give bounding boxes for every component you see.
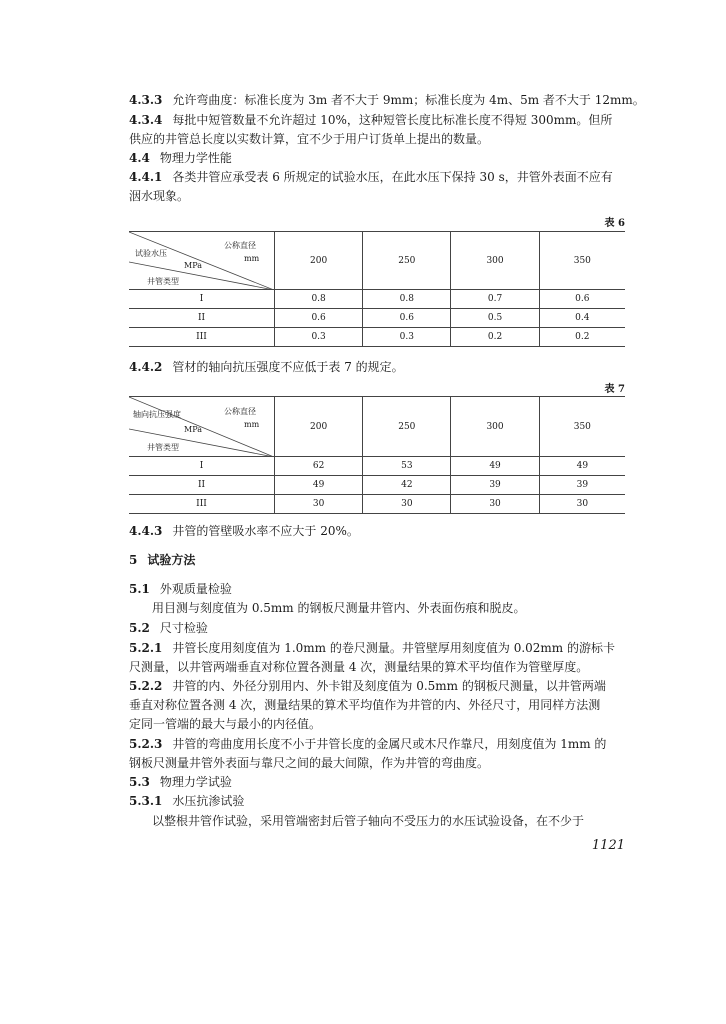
- table-cell: 0.6: [275, 309, 363, 328]
- table-cell: 62: [275, 457, 363, 476]
- para-5-2-3: [129, 735, 606, 753]
- clause-number: 5.3.1: [129, 794, 163, 808]
- table-cell: 0.3: [275, 328, 363, 347]
- corner-top-unit: mm: [244, 420, 260, 429]
- table-cell: 0.5: [451, 309, 539, 328]
- para-5-2-2-cont: 垂直对称位置各测 4 次，测量结果的算术平均值作为井管的内、外径尺寸，用同样方法测: [129, 698, 601, 712]
- para-5-2-1-cont: 尺测量，以井管两端垂直对称位置各测量 4 次，测量结果的算术平均值作为管壁厚度。: [129, 660, 589, 674]
- table-cell: 0.3: [363, 328, 451, 347]
- table-corner-cell: [129, 232, 275, 290]
- table-row: [129, 457, 625, 476]
- column-header: 350: [539, 397, 625, 457]
- table-corner-cell: [129, 397, 275, 457]
- row-type: I: [129, 457, 275, 476]
- table-cell: 49: [275, 476, 363, 495]
- column-header: 200: [275, 397, 363, 457]
- table-row: [129, 476, 625, 495]
- corner-mid-label: 试验水压: [135, 249, 167, 258]
- table-cell: 0.8: [275, 290, 363, 309]
- column-header: 350: [539, 232, 625, 290]
- table-cell: 39: [451, 476, 539, 495]
- para-4-4-1: [129, 168, 613, 186]
- row-type: II: [129, 476, 275, 495]
- clause-number: 4.3.3: [129, 93, 163, 107]
- clause-text: 井管的管壁吸水率不应大于 20%。: [172, 524, 359, 538]
- table-cell: 0.2: [539, 328, 625, 347]
- table-cell: 0.7: [451, 290, 539, 309]
- column-header: 250: [363, 397, 451, 457]
- corner-mid-unit: MPa: [184, 425, 202, 434]
- table-header-row: [129, 397, 625, 457]
- para-4-4-2: [129, 358, 404, 376]
- section-5-2: [129, 619, 208, 637]
- table-header-row: [129, 232, 625, 290]
- column-header: 300: [451, 232, 539, 290]
- table-cell: 30: [275, 495, 363, 514]
- table-6-caption: 表 6: [604, 218, 625, 229]
- table-cell: 39: [539, 476, 625, 495]
- table-7-caption: 表 7: [604, 384, 625, 395]
- table-cell: 53: [363, 457, 451, 476]
- clause-text: 管材的轴向抗压强度不应低于表 7 的规定。: [172, 360, 404, 374]
- para-4-4-3: [129, 522, 359, 540]
- clause-number: 4.3.4: [129, 113, 163, 127]
- table-cell: 0.2: [451, 328, 539, 347]
- corner-top-label: 公称直径: [224, 241, 256, 250]
- section-number: 5.1: [129, 582, 150, 596]
- table-row: [129, 495, 625, 514]
- section-number: 5.3: [129, 775, 150, 789]
- para-5-2-2-cont: 定同一管端的最大与最小的内径值。: [129, 717, 322, 731]
- row-type: III: [129, 495, 275, 514]
- table-cell: 30: [451, 495, 539, 514]
- page-number: 1121: [591, 838, 625, 853]
- row-type: II: [129, 309, 275, 328]
- section-4-4: [129, 149, 232, 167]
- clause-text: 允许弯曲度：标准长度为 3m 者不大于 9mm；标准长度为 4m、5m 者不大于 12mm。: [172, 93, 645, 107]
- para-5-1: 用目测与刻度值为 0.5mm 的钢板尺测量井管内、外表面伤痕和脱皮。: [152, 601, 526, 615]
- table-row: [129, 309, 625, 328]
- corner-mid-label: 轴向抗压强度: [133, 410, 181, 419]
- para-4-3-4-cont: 供应的井管总长度以实数计算，宜不少于用户订货单上提出的数量。: [129, 132, 490, 146]
- row-type: I: [129, 290, 275, 309]
- section-number: 5: [129, 553, 138, 567]
- clause-text: 每批中短管数量不允许超过 10%，这种短管长度比标准长度不得短 300mm。但所: [172, 113, 613, 127]
- clause-number: 4.4.3: [129, 524, 163, 538]
- table-6: [129, 231, 625, 347]
- table-cell: 0.6: [363, 309, 451, 328]
- table-cell: 30: [363, 495, 451, 514]
- section-number: 4.4: [129, 151, 150, 165]
- section-title: 物理力学试验: [159, 775, 232, 789]
- para-5-2-1: [129, 639, 615, 657]
- column-header: 200: [275, 232, 363, 290]
- section-title: 外观质量检验: [159, 582, 232, 596]
- table-cell: 49: [451, 457, 539, 476]
- section-number: 5.2: [129, 621, 150, 635]
- table-7: [129, 396, 625, 514]
- section-5-3: [129, 773, 232, 791]
- column-header: 250: [363, 232, 451, 290]
- clause-number: 4.4.1: [129, 170, 163, 184]
- clause-title: 水压抗渗试验: [172, 794, 245, 808]
- section-5-3-1: [129, 792, 244, 810]
- section-5-1: [129, 580, 232, 598]
- section-title: 试验方法: [147, 553, 196, 567]
- clause-number: 5.2.2: [129, 679, 163, 693]
- table-cell: 42: [363, 476, 451, 495]
- para-4-3-4: [129, 111, 612, 129]
- corner-bottom-label: 井管类型: [147, 443, 179, 452]
- table-cell: 49: [539, 457, 625, 476]
- clause-number: 4.4.2: [129, 360, 163, 374]
- clause-text: 各类井管应承受表 6 所规定的试验水压，在此水压下保持 30 s，井管外表面不应有: [172, 170, 613, 184]
- para-5-2-2: [129, 677, 606, 695]
- corner-top-label: 公称直径: [224, 407, 256, 416]
- clause-number: 5.2.3: [129, 737, 163, 751]
- para-4-4-1-cont: 洇水现象。: [129, 189, 190, 203]
- para-5-2-3-cont: 钢板尺测量井管外表面与靠尺之间的最大间隙，作为井管的弯曲度。: [129, 756, 490, 770]
- section-title: 物理力学性能: [159, 151, 232, 165]
- clause-text: 井管的内、外径分别用内、外卡钳及刻度值为 0.5mm 的钢板尺测量，以井管两端: [172, 679, 606, 693]
- clause-text: 井管长度用刻度值为 1.0mm 的卷尺测量。井管壁厚用刻度值为 0.02mm 的游标卡: [172, 641, 615, 655]
- clause-text: 井管的弯曲度用长度不小于井管长度的金属尺或木尺作靠尺，用刻度值为 1mm 的: [172, 737, 607, 751]
- corner-bottom-label: 井管类型: [147, 277, 179, 286]
- section-5: [129, 551, 195, 569]
- column-header: 300: [451, 397, 539, 457]
- table-cell: 0.6: [539, 290, 625, 309]
- corner-mid-unit: MPa: [184, 261, 202, 270]
- corner-top-unit: mm: [244, 254, 260, 263]
- section-title: 尺寸检验: [159, 621, 208, 635]
- para-4-3-3: [129, 91, 645, 109]
- para-5-3-1: 以整根井管作试验，采用管端密封后管子轴向不受压力的水压试验设备，在不少于: [152, 814, 585, 828]
- table-row: [129, 328, 625, 347]
- table-cell: 0.4: [539, 309, 625, 328]
- row-type: III: [129, 328, 275, 347]
- table-row: [129, 290, 625, 309]
- table-cell: 30: [539, 495, 625, 514]
- clause-number: 5.2.1: [129, 641, 163, 655]
- table-cell: 0.8: [363, 290, 451, 309]
